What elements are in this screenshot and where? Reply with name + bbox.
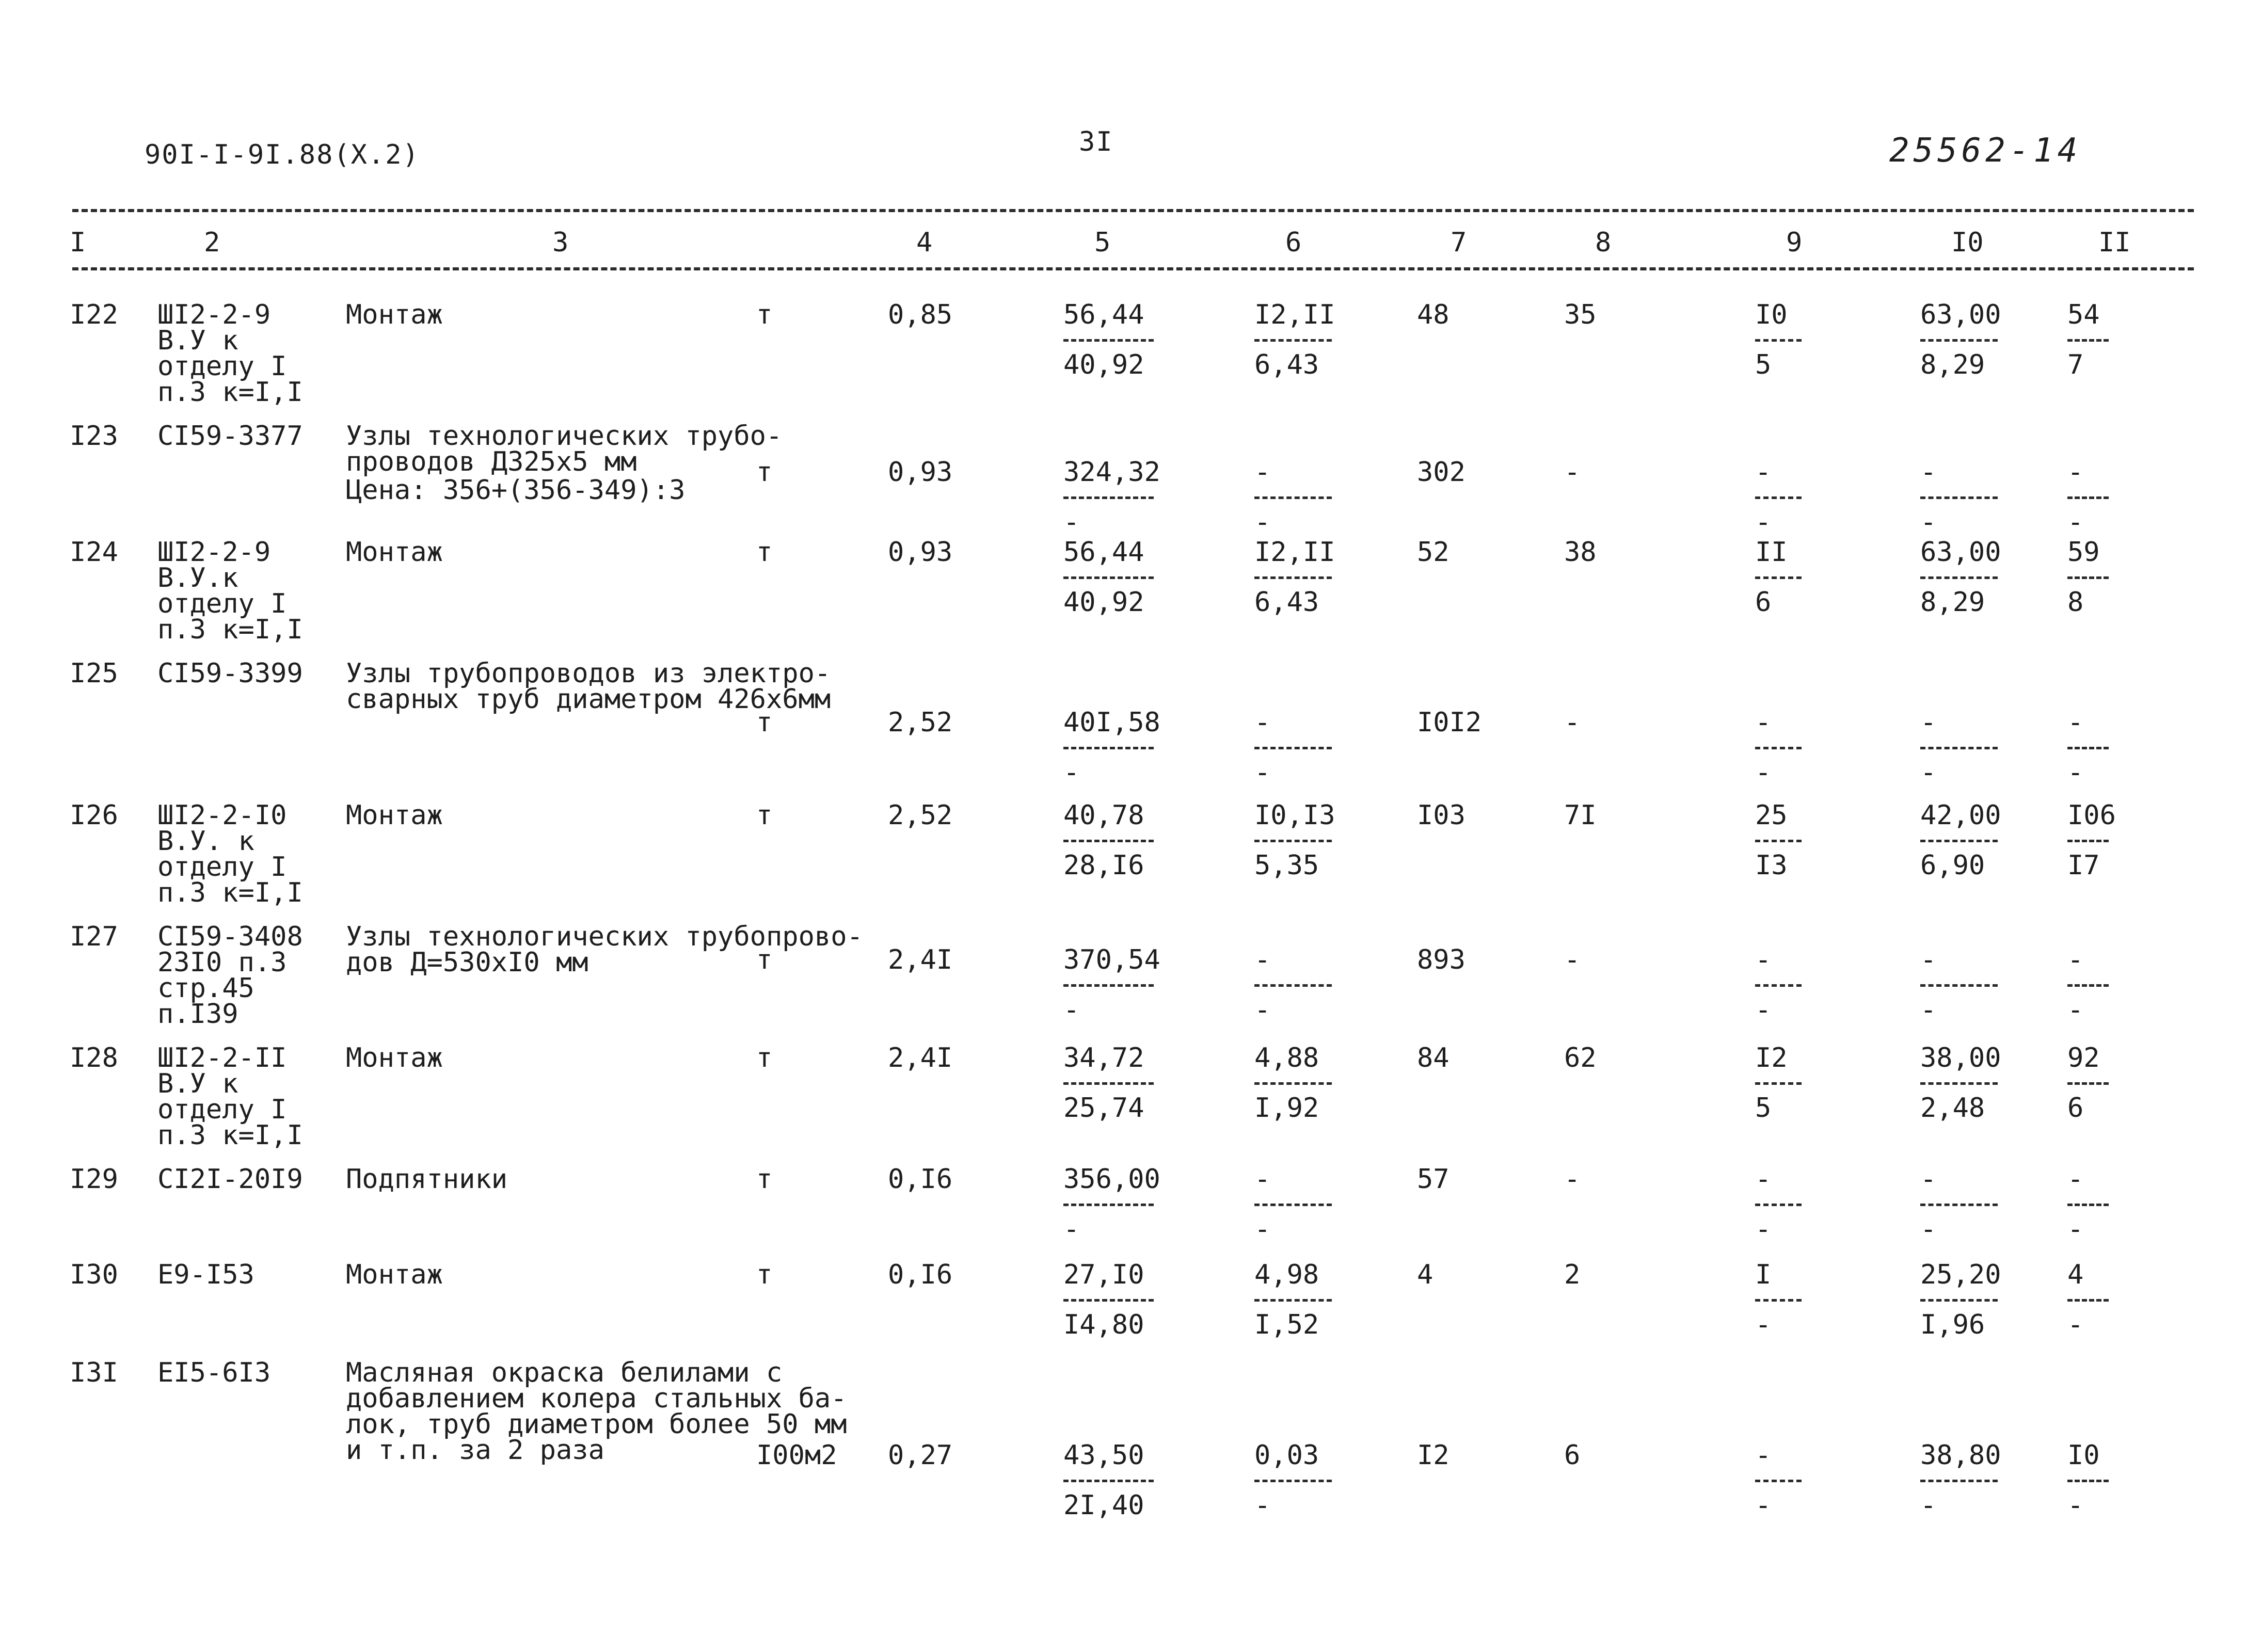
norm-code: CI2I-20I9 — [157, 1164, 303, 1195]
machine-wages-top: - — [1755, 1440, 1772, 1471]
machine-cost-bar — [1254, 496, 1332, 499]
labor-total — [2067, 537, 2109, 618]
row-number: I25 — [70, 658, 118, 689]
work-description: Узлы технологических трубопрово- дов Д=530хI0 мм — [346, 921, 863, 978]
labor-per-unit-bottom: 8,29 — [1920, 587, 1985, 618]
work-description: Подпятники — [346, 1164, 508, 1195]
machine-wages-top: - — [1755, 457, 1772, 488]
labor-per-unit-bar — [1920, 747, 1998, 749]
machine-wages-bottom: - — [1755, 1309, 1772, 1340]
machine-cost-top: 4,88 — [1254, 1042, 1319, 1073]
machine-cost-top: - — [1254, 1164, 1271, 1195]
row-number: I23 — [70, 421, 118, 452]
wages-total: - — [1564, 457, 1581, 488]
wages-total: 6 — [1564, 1440, 1581, 1471]
quantity: 0,93 — [888, 537, 953, 568]
labor-total-bottom: - — [2067, 507, 2084, 538]
labor-total-bar — [2067, 339, 2109, 342]
row-number: I26 — [70, 800, 118, 831]
quantity: 2,52 — [888, 800, 953, 831]
machine-wages — [1755, 537, 1802, 618]
machine-cost-bottom: 6,43 — [1254, 587, 1319, 618]
norm-code: ШI2-2-9 В.У к отделу I п.3 к=I,I — [157, 299, 303, 408]
labor-total — [2067, 800, 2116, 881]
unit-cost-top: 34,72 — [1063, 1042, 1144, 1073]
labor-total-bottom: - — [2067, 1309, 2084, 1340]
machine-cost — [1254, 1042, 1332, 1124]
labor-per-unit-bar — [1920, 840, 1998, 842]
machine-cost-bar — [1254, 747, 1332, 749]
machine-wages-top: - — [1755, 1164, 1772, 1195]
unit-cost-bottom: 40,92 — [1063, 587, 1144, 618]
machine-cost-bar — [1254, 576, 1332, 579]
quantity: 2,4I — [888, 944, 953, 975]
labor-total-bottom: - — [2067, 995, 2084, 1025]
labor-per-unit — [1920, 1259, 2001, 1340]
total-cost: I0I2 — [1417, 707, 1482, 738]
machine-cost-top: - — [1254, 707, 1271, 738]
machine-wages — [1755, 1440, 1802, 1521]
labor-per-unit-bottom: - — [1920, 1490, 1937, 1521]
labor-per-unit-bottom: - — [1920, 1214, 1937, 1245]
machine-wages-bottom: 6 — [1755, 587, 1772, 618]
labor-total — [2067, 944, 2109, 1025]
unit-cost-top: 56,44 — [1063, 537, 1144, 568]
unit: т — [756, 944, 773, 975]
unit: т — [756, 800, 773, 831]
unit: т — [756, 1259, 773, 1290]
machine-cost — [1254, 1259, 1332, 1340]
unit-cost-top: 324,32 — [1063, 457, 1160, 488]
work-description: Монтаж — [346, 1259, 443, 1290]
labor-per-unit-bar — [1920, 1480, 1998, 1482]
labor-per-unit-bar — [1920, 339, 1998, 342]
labor-total-top: 59 — [2067, 537, 2100, 568]
machine-wages-bar — [1755, 496, 1802, 499]
unit-cost — [1063, 944, 1160, 1025]
unit-cost — [1063, 1440, 1154, 1521]
machine-wages — [1755, 457, 1802, 538]
labor-per-unit-bottom: 2,48 — [1920, 1093, 1985, 1124]
machine-wages — [1755, 944, 1802, 1025]
total-cost: I03 — [1417, 800, 1465, 831]
col-header-9: 9 — [1786, 227, 1803, 258]
col-header-7: 7 — [1451, 227, 1467, 258]
labor-total — [2067, 1042, 2109, 1124]
labor-total — [2067, 457, 2109, 538]
machine-cost — [1254, 707, 1332, 788]
machine-cost-bar — [1254, 339, 1332, 342]
norm-code: EI5-6I3 — [157, 1357, 271, 1388]
unit-cost-bottom: 28,I6 — [1063, 850, 1144, 881]
labor-per-unit — [1920, 800, 2001, 881]
machine-cost-bar — [1254, 1082, 1332, 1085]
machine-cost-bar — [1254, 840, 1332, 842]
unit-cost-top: 370,54 — [1063, 944, 1160, 975]
unit-cost-bar — [1063, 840, 1154, 842]
norm-code: E9-I53 — [157, 1259, 254, 1290]
machine-cost-top: I2,II — [1254, 537, 1335, 568]
row-number: I27 — [70, 921, 118, 952]
labor-per-unit — [1920, 1042, 2001, 1124]
labor-total-bottom: - — [2067, 757, 2084, 788]
labor-per-unit-bottom: I,96 — [1920, 1309, 1985, 1340]
machine-wages-bar — [1755, 1082, 1802, 1085]
labor-per-unit-top: 38,00 — [1920, 1042, 2001, 1073]
labor-total-bar — [2067, 496, 2109, 499]
unit-cost — [1063, 1042, 1154, 1124]
labor-per-unit-bar — [1920, 984, 1998, 987]
machine-wages-top: I2 — [1755, 1042, 1788, 1073]
labor-total-bar — [2067, 1480, 2109, 1482]
labor-per-unit-top: - — [1920, 944, 1937, 975]
unit-cost-bottom: I4,80 — [1063, 1309, 1144, 1340]
machine-wages-bar — [1755, 1204, 1802, 1206]
header-top-rule — [72, 209, 2194, 212]
machine-cost-bottom: - — [1254, 507, 1271, 538]
labor-per-unit-bar — [1920, 1204, 1998, 1206]
norm-code: CI59-3408 23I0 п.3 стр.45 п.I39 — [157, 921, 303, 1030]
machine-wages — [1755, 1164, 1802, 1245]
row-number: I22 — [70, 299, 118, 330]
norm-code: ШI2-2-I0 В.У. к отделу I п.3 к=I,I — [157, 800, 303, 908]
work-description: Узлы трубопроводов из электро- сварных труб диаметром 426х6мм — [346, 658, 831, 715]
labor-total-top: - — [2067, 1164, 2084, 1195]
labor-per-unit-bottom: - — [1920, 995, 1937, 1025]
labor-per-unit-top: - — [1920, 457, 1937, 488]
labor-per-unit-top: 63,00 — [1920, 299, 2001, 330]
col-header-8: 8 — [1595, 227, 1612, 258]
machine-cost-bottom: - — [1254, 757, 1271, 788]
labor-per-unit-bar — [1920, 496, 1998, 499]
labor-total-top: - — [2067, 944, 2084, 975]
wages-total: 35 — [1564, 299, 1597, 330]
labor-total-bottom: 7 — [2067, 349, 2084, 380]
work-description: Монтаж — [346, 800, 443, 831]
unit: т — [756, 457, 773, 488]
row-number: I30 — [70, 1259, 118, 1290]
machine-cost-bottom: - — [1254, 1214, 1271, 1245]
unit-cost-top: 56,44 — [1063, 299, 1144, 330]
unit-cost — [1063, 800, 1154, 881]
unit-cost-top: 40I,58 — [1063, 707, 1160, 738]
labor-per-unit — [1920, 707, 1998, 788]
unit-cost-bar — [1063, 747, 1154, 749]
labor-total-bottom: I7 — [2067, 850, 2100, 881]
row-number: I29 — [70, 1164, 118, 1195]
labor-per-unit-bar — [1920, 1299, 1998, 1302]
labor-total — [2067, 1440, 2109, 1521]
total-cost: 48 — [1417, 299, 1449, 330]
machine-cost-top: 4,98 — [1254, 1259, 1319, 1290]
labor-per-unit-top: 25,20 — [1920, 1259, 2001, 1290]
machine-wages-top: 25 — [1755, 800, 1788, 831]
machine-wages-bar — [1755, 984, 1802, 987]
labor-total-bar — [2067, 576, 2109, 579]
unit-cost — [1063, 1259, 1154, 1340]
machine-wages-bar — [1755, 1299, 1802, 1302]
quantity: 0,27 — [888, 1440, 953, 1471]
labor-total-bottom: - — [2067, 1214, 2084, 1245]
unit-cost-bar — [1063, 1082, 1154, 1085]
unit-cost-bar — [1063, 496, 1154, 499]
norm-code: ШI2-2-II В.У к отделу I п.3 к=I,I — [157, 1042, 303, 1151]
machine-cost-bar — [1254, 1204, 1332, 1206]
total-cost: 893 — [1417, 944, 1465, 975]
labor-total-bar — [2067, 1204, 2109, 1206]
labor-per-unit-bottom: - — [1920, 757, 1937, 788]
machine-wages-bottom: 5 — [1755, 349, 1772, 380]
unit-cost-top: 27,I0 — [1063, 1259, 1144, 1290]
unit-cost-top: 40,78 — [1063, 800, 1144, 831]
total-cost: 52 — [1417, 537, 1449, 568]
total-cost: 4 — [1417, 1259, 1433, 1290]
machine-wages — [1755, 299, 1802, 380]
machine-wages-top: II — [1755, 537, 1788, 568]
machine-wages — [1755, 800, 1802, 881]
machine-cost-top: 0,03 — [1254, 1440, 1319, 1471]
labor-per-unit — [1920, 457, 1998, 538]
total-cost: 84 — [1417, 1042, 1449, 1073]
wages-total: 38 — [1564, 537, 1597, 568]
labor-total-top: 92 — [2067, 1042, 2100, 1073]
labor-total-top: 4 — [2067, 1259, 2084, 1290]
work-description: Узлы технологических трубо- проводов Д325х5 мм — [346, 421, 783, 477]
unit-cost-bottom: - — [1063, 507, 1080, 538]
labor-total-bottom: - — [2067, 1490, 2084, 1521]
machine-cost — [1254, 457, 1332, 538]
unit: т — [756, 299, 773, 330]
total-cost: I2 — [1417, 1440, 1449, 1471]
labor-total-bar — [2067, 1082, 2109, 1085]
header-bottom-rule — [72, 267, 2194, 270]
labor-per-unit-top: 42,00 — [1920, 800, 2001, 831]
wages-total: 2 — [1564, 1259, 1581, 1290]
machine-wages-bar — [1755, 339, 1802, 342]
machine-cost-top: - — [1254, 457, 1271, 488]
labor-per-unit-top: 38,80 — [1920, 1440, 2001, 1471]
machine-wages — [1755, 707, 1802, 788]
labor-per-unit — [1920, 1164, 1998, 1245]
labor-total — [2067, 1259, 2109, 1340]
quantity: 0,85 — [888, 299, 953, 330]
row-number: I24 — [70, 537, 118, 568]
unit-cost-top: 43,50 — [1063, 1440, 1144, 1471]
machine-wages-bottom: I3 — [1755, 850, 1788, 881]
quantity: 2,4I — [888, 1042, 953, 1073]
machine-cost-bar — [1254, 1480, 1332, 1482]
unit-cost-bar — [1063, 339, 1154, 342]
machine-cost — [1254, 537, 1335, 618]
machine-cost — [1254, 1164, 1332, 1245]
labor-total-bar — [2067, 747, 2109, 749]
work-description: Масляная окраска белилами с добавлением колера стальных ба- лок, труб диаметром более 50 мм и т.п. за 2 раза — [346, 1357, 847, 1466]
labor-per-unit-bottom: - — [1920, 507, 1937, 538]
machine-cost-bottom: I,52 — [1254, 1309, 1319, 1340]
unit-cost — [1063, 537, 1154, 618]
labor-total-bar — [2067, 840, 2109, 842]
machine-cost-bottom: 5,35 — [1254, 850, 1319, 881]
document-number: 25562-14 — [1889, 132, 2082, 170]
unit-cost-bar — [1063, 1204, 1154, 1206]
unit-cost — [1063, 1164, 1160, 1245]
wages-total: - — [1564, 1164, 1581, 1195]
machine-cost-bottom: - — [1254, 1490, 1271, 1521]
col-header-3: 3 — [552, 227, 569, 258]
col-header-2: 2 — [204, 227, 220, 258]
machine-cost-bottom: I,92 — [1254, 1093, 1319, 1124]
unit: т — [756, 1164, 773, 1195]
col-header-5: 5 — [1094, 227, 1111, 258]
unit-cost — [1063, 457, 1160, 538]
unit-cost-bottom: 25,74 — [1063, 1093, 1144, 1124]
labor-per-unit — [1920, 944, 1998, 1025]
page-number: 3I — [1079, 126, 1113, 157]
unit-cost-bar — [1063, 984, 1154, 987]
labor-total — [2067, 299, 2109, 380]
labor-per-unit-top: - — [1920, 1164, 1937, 1195]
labor-total-bottom: 6 — [2067, 1093, 2084, 1124]
labor-total-top: I06 — [2067, 800, 2116, 831]
machine-wages-top: - — [1755, 944, 1772, 975]
unit-cost-bar — [1063, 1299, 1154, 1302]
unit-cost-top: 356,00 — [1063, 1164, 1160, 1195]
total-cost: 302 — [1417, 457, 1465, 488]
labor-total-top: I0 — [2067, 1440, 2100, 1471]
machine-cost-top: I2,II — [1254, 299, 1335, 330]
machine-wages — [1755, 1259, 1802, 1340]
machine-cost — [1254, 299, 1335, 380]
machine-wages-top: - — [1755, 707, 1772, 738]
norm-code: CI59-3377 — [157, 421, 303, 452]
machine-wages-top: I — [1755, 1259, 1772, 1290]
quantity: 2,52 — [888, 707, 953, 738]
quantity: 0,93 — [888, 457, 953, 488]
unit-cost-bottom: 40,92 — [1063, 349, 1144, 380]
machine-cost — [1254, 944, 1332, 1025]
labor-total-top: 54 — [2067, 299, 2100, 330]
quantity: 0,I6 — [888, 1259, 953, 1290]
work-description: Монтаж — [346, 537, 443, 568]
labor-per-unit-bar — [1920, 1082, 1998, 1085]
document-code: 90I-I-9I.88(X.2) — [145, 139, 420, 170]
labor-per-unit-bottom: 6,90 — [1920, 850, 1985, 881]
labor-total-bar — [2067, 984, 2109, 987]
labor-per-unit-top: 63,00 — [1920, 537, 2001, 568]
unit-cost-bar — [1063, 1480, 1154, 1482]
row-number: I3I — [70, 1357, 118, 1388]
wages-total: - — [1564, 944, 1581, 975]
labor-per-unit-top: - — [1920, 707, 1937, 738]
machine-cost — [1254, 1440, 1332, 1521]
machine-cost-bar — [1254, 984, 1332, 987]
machine-wages-bottom: - — [1755, 1214, 1772, 1245]
labor-total-top: - — [2067, 707, 2084, 738]
row-number: I28 — [70, 1042, 118, 1073]
norm-code: ШI2-2-9 В.У.к отделу I п.3 к=I,I — [157, 537, 303, 645]
machine-wages-bottom: - — [1755, 507, 1772, 538]
unit-cost-bottom: - — [1063, 1214, 1080, 1245]
wages-total: 7I — [1564, 800, 1597, 831]
unit-cost — [1063, 299, 1154, 380]
labor-total-top: - — [2067, 457, 2084, 488]
machine-wages-bar — [1755, 840, 1802, 842]
machine-wages-bar — [1755, 1480, 1802, 1482]
unit-cost-bottom: - — [1063, 995, 1080, 1025]
unit: т — [756, 537, 773, 568]
labor-per-unit-bottom: 8,29 — [1920, 349, 1985, 380]
machine-wages-bottom: - — [1755, 1490, 1772, 1521]
unit-cost-bottom: 2I,40 — [1063, 1490, 1144, 1521]
unit: I00м2 — [756, 1440, 837, 1471]
unit-cost — [1063, 707, 1160, 788]
col-header-10: I0 — [1951, 227, 1984, 258]
col-header-4: 4 — [916, 227, 933, 258]
work-description: Монтаж — [346, 299, 443, 330]
machine-cost-top: I0,I3 — [1254, 800, 1335, 831]
norm-code: CI59-3399 — [157, 658, 303, 689]
col-header-1: I — [70, 227, 86, 258]
machine-cost-bottom: - — [1254, 995, 1271, 1025]
col-header-11: II — [2098, 227, 2131, 258]
quantity: 0,I6 — [888, 1164, 953, 1195]
wages-total: 62 — [1564, 1042, 1597, 1073]
unit: т — [756, 1042, 773, 1073]
labor-per-unit — [1920, 537, 2001, 618]
machine-cost — [1254, 800, 1335, 881]
labor-total — [2067, 1164, 2109, 1245]
col-header-6: 6 — [1285, 227, 1302, 258]
total-cost: 57 — [1417, 1164, 1449, 1195]
machine-wages-bottom: - — [1755, 995, 1772, 1025]
machine-wages — [1755, 1042, 1802, 1124]
labor-per-unit — [1920, 1440, 2001, 1521]
machine-wages-bar — [1755, 747, 1802, 749]
unit-cost-bar — [1063, 576, 1154, 579]
machine-wages-top: I0 — [1755, 299, 1788, 330]
machine-wages-bottom: - — [1755, 757, 1772, 788]
labor-total-bottom: 8 — [2067, 587, 2084, 618]
machine-cost-bottom: 6,43 — [1254, 349, 1319, 380]
wages-total: - — [1564, 707, 1581, 738]
machine-wages-bar — [1755, 576, 1802, 579]
labor-per-unit-bar — [1920, 576, 1998, 579]
labor-total-bar — [2067, 1299, 2109, 1302]
unit: т — [756, 707, 773, 738]
machine-cost-top: - — [1254, 944, 1271, 975]
work-description: Монтаж — [346, 1042, 443, 1073]
machine-wages-bottom: 5 — [1755, 1093, 1772, 1124]
price-formula: Цена: 356+(356-349):3 — [346, 475, 686, 506]
machine-cost-bar — [1254, 1299, 1332, 1302]
labor-total — [2067, 707, 2109, 788]
unit-cost-bottom: - — [1063, 757, 1080, 788]
labor-per-unit — [1920, 299, 2001, 380]
